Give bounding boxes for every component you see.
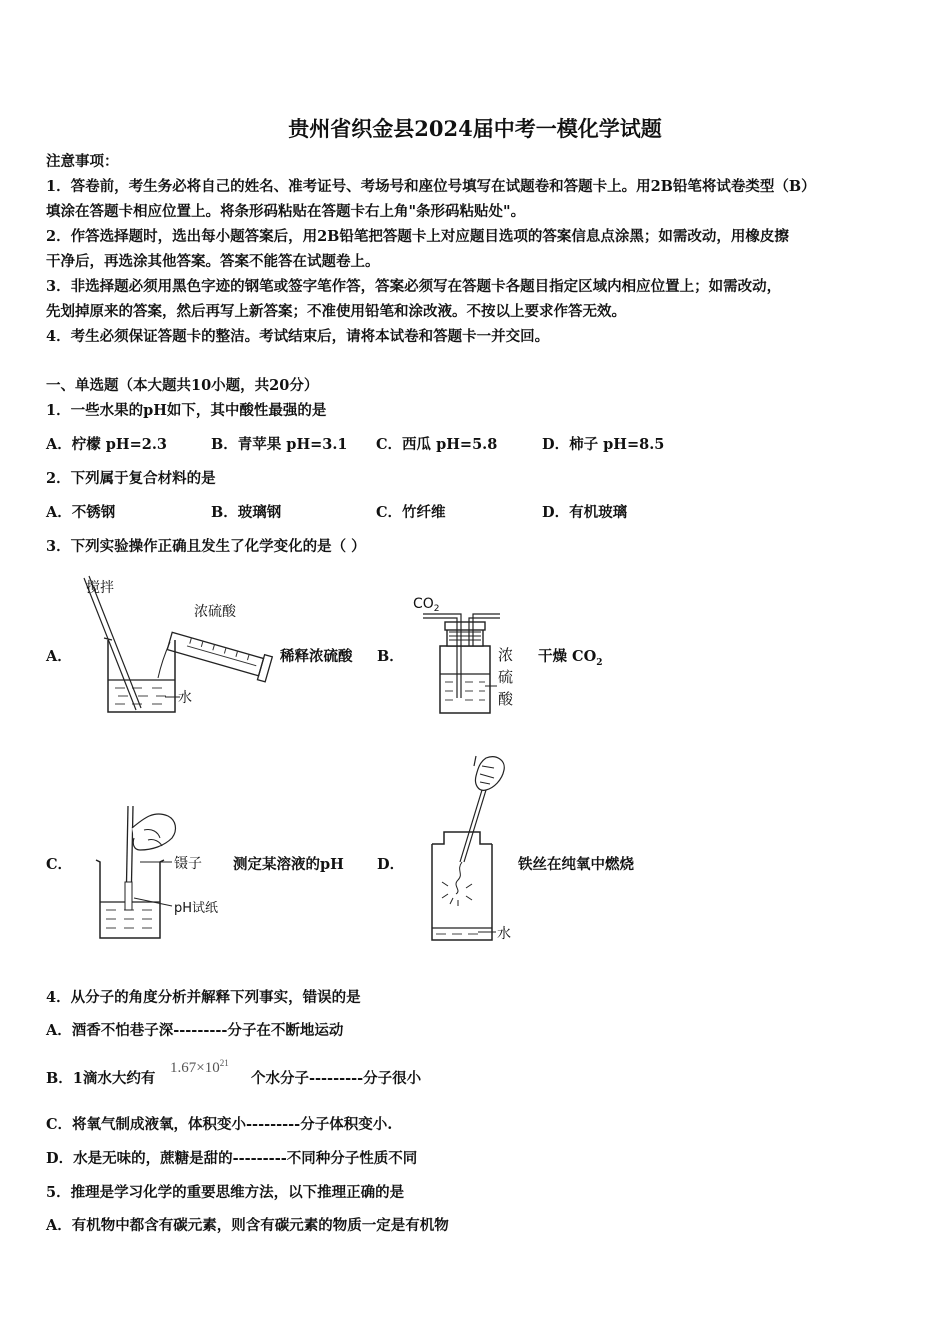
- option-c-letter: C．: [46, 856, 73, 873]
- notice-line: 先划掉原来的答案，然后再写上新答案；不准使用铅笔和涂改液。不按以上要求作答无效。: [46, 303, 626, 320]
- gas-washing-bottle-figure: [405, 588, 530, 718]
- water-label: 水: [178, 690, 192, 706]
- option-c: C．竹纤维: [376, 504, 446, 521]
- sci-mantissa: 1.67×10: [170, 1060, 220, 1076]
- notice-line: 3．非选择题必须用黑色字迹的钢笔或签字笔作答，答案必须写在答题卡各题目指定区域内相应位置上；如需改动，: [46, 278, 782, 295]
- tweezers-label: 镊子: [174, 856, 202, 872]
- acid-label: 浓硫酸: [194, 604, 236, 620]
- option-c: C．西瓜 pH=5.8: [376, 436, 498, 453]
- option-a: A．不锈钢: [46, 504, 116, 521]
- ph-paper-label: pH试纸: [174, 901, 219, 916]
- page-title: 贵州省织金县2024届中考一模化学试题: [288, 116, 662, 141]
- co2-sub: 2: [433, 604, 440, 614]
- option-c-text: 测定某溶液的pH: [233, 856, 344, 873]
- stir-label: 搅拌: [86, 580, 114, 596]
- acid-label-1: 浓: [498, 646, 514, 664]
- svg-text:CO2: [413, 596, 440, 614]
- option-a: A．有机物中都含有碳元素，则含有碳元素的物质一定是有机物: [46, 1217, 449, 1234]
- option-d: D．水是无味的，蔗糖是甜的---------不同种分子性质不同: [46, 1150, 418, 1167]
- iron-combustion-figure: [420, 752, 530, 947]
- notice-line: 1．答卷前，考生务必将自己的姓名、准考证号、考场号和座位号填写在试题卷和答题卡上。用2B铅笔将试卷类型（B）: [46, 178, 816, 195]
- option-a-text: 稀释浓硫酸: [280, 648, 353, 665]
- section-heading: 一、单选题（本大题共10小题，共20分）: [46, 377, 319, 394]
- option-b-letter: B．: [377, 648, 404, 665]
- option-d: D．柿子 pH=8.5: [542, 436, 665, 453]
- option-b: B．青苹果 pH=3.1: [211, 436, 348, 453]
- question-stem: 5．推理是学习化学的重要思维方法，以下推理正确的是: [46, 1184, 405, 1201]
- question-stem: 1．一些水果的pH如下，其中酸性最强的是: [46, 402, 327, 419]
- option-b-prefix: B．1滴水大约有: [46, 1070, 156, 1087]
- notice-line: 填涂在答题卡相应位置上。将条形码粘贴在答题卡右上角"条形码粘贴处"。: [46, 203, 526, 220]
- option-a: A．柠檬 pH=2.3: [46, 436, 168, 453]
- sci-exponent: 21: [219, 1058, 229, 1068]
- co2-label: CO: [413, 596, 434, 612]
- ph-test-figure: [88, 798, 238, 940]
- water-label: 水: [497, 926, 511, 942]
- question-stem: 4．从分子的角度分析并解释下列事实，错误的是: [46, 989, 361, 1006]
- option-d: D．有机玻璃: [542, 504, 628, 521]
- question-stem: 3．下列实验操作正确且发生了化学变化的是（ ）: [46, 538, 366, 555]
- acid-label-3: 酸: [498, 690, 514, 708]
- option-a: A．酒香不怕巷子深---------分子在不断地运动: [46, 1022, 344, 1039]
- option-c: C．将氧气制成液氧，体积变小---------分子体积变小.: [46, 1116, 393, 1133]
- option-d-text: 铁丝在纯氧中燃烧: [518, 856, 634, 873]
- notice-line: 4．考生必须保证答题卡的整洁。考试结束后，请将本试卷和答题卡一并交回。: [46, 328, 550, 345]
- option-d-letter: D．: [377, 856, 405, 873]
- option-b: B．玻璃钢: [211, 504, 282, 521]
- option-b-suffix: 个水分子---------分子很小: [251, 1070, 422, 1087]
- option-a-letter: A．: [46, 648, 72, 665]
- notice-line: 干净后，再选涂其他答案。答案不能答在试题卷上。: [46, 253, 380, 270]
- acid-label-2: 硫: [498, 668, 514, 686]
- dilute-acid-figure: [70, 570, 280, 720]
- question-stem: 2．下列属于复合材料的是: [46, 470, 216, 487]
- option-b-text-main: 干燥 CO: [538, 648, 597, 665]
- notice-line: 2．作答选择题时，选出每小题答案后，用2B铅笔把答题卡上对应题目选项的答案信息点涂黑；如需改动，用橡皮擦: [46, 228, 789, 245]
- option-b-text-sub: 2: [596, 657, 603, 668]
- notice-heading: 注意事项：: [46, 153, 119, 170]
- option-b-text: [538, 647, 603, 673]
- scientific-number: [170, 1058, 229, 1077]
